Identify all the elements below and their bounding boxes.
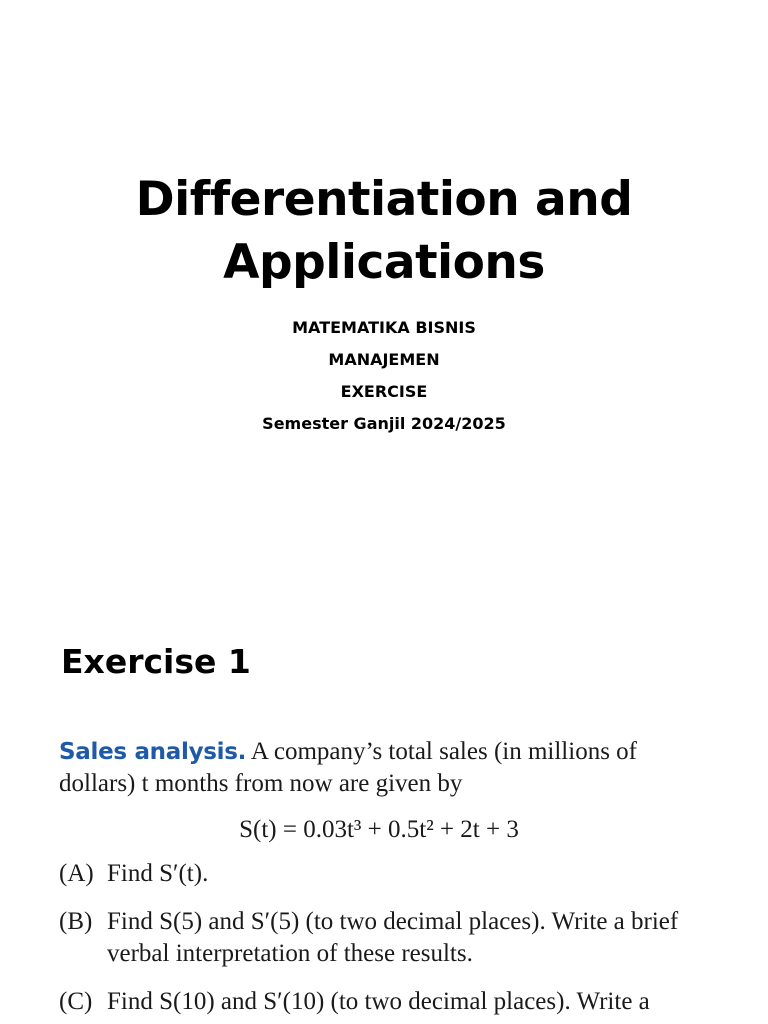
subtitle-list [0,312,768,440]
part-a-letter: (A) [59,860,94,887]
semester-label: Semester Ganjil 2024/2025 [262,414,506,433]
part-b-text: Find S(5) and S′(5) (to two decimal places). Write a brief verbal interpretation of these results. [107,908,679,967]
title-line-1: Differentiation and [135,172,633,227]
part-b [59,906,679,970]
part-c-text: Find S(10) and S′(10) (to two decimal places). Write a [107,988,650,1015]
title-slide [0,168,768,440]
course-name: MATEMATIKA BISNIS [292,318,476,337]
exercise-heading: Exercise 1 [61,642,251,681]
title-line-2: Applications [223,235,545,290]
program-name: MANAJEMEN [328,350,440,369]
part-a-text: Find S′(t). [107,860,209,887]
document-type: EXERCISE [340,382,428,401]
part-a [59,858,679,890]
problem-intro: A company’s total sales (in millions of dollars) t months from now are given by [59,738,638,797]
part-c [59,986,679,1018]
part-c-letter: (C) [59,988,93,1015]
page-title [0,168,768,294]
problem-lead: Sales analysis. [59,739,247,765]
exercise-problem [59,736,679,1018]
sales-equation: S(t) = 0.03t³ + 0.5t² + 2t + 3 [239,816,519,843]
problem-statement [59,736,679,800]
part-b-letter: (B) [59,908,93,935]
